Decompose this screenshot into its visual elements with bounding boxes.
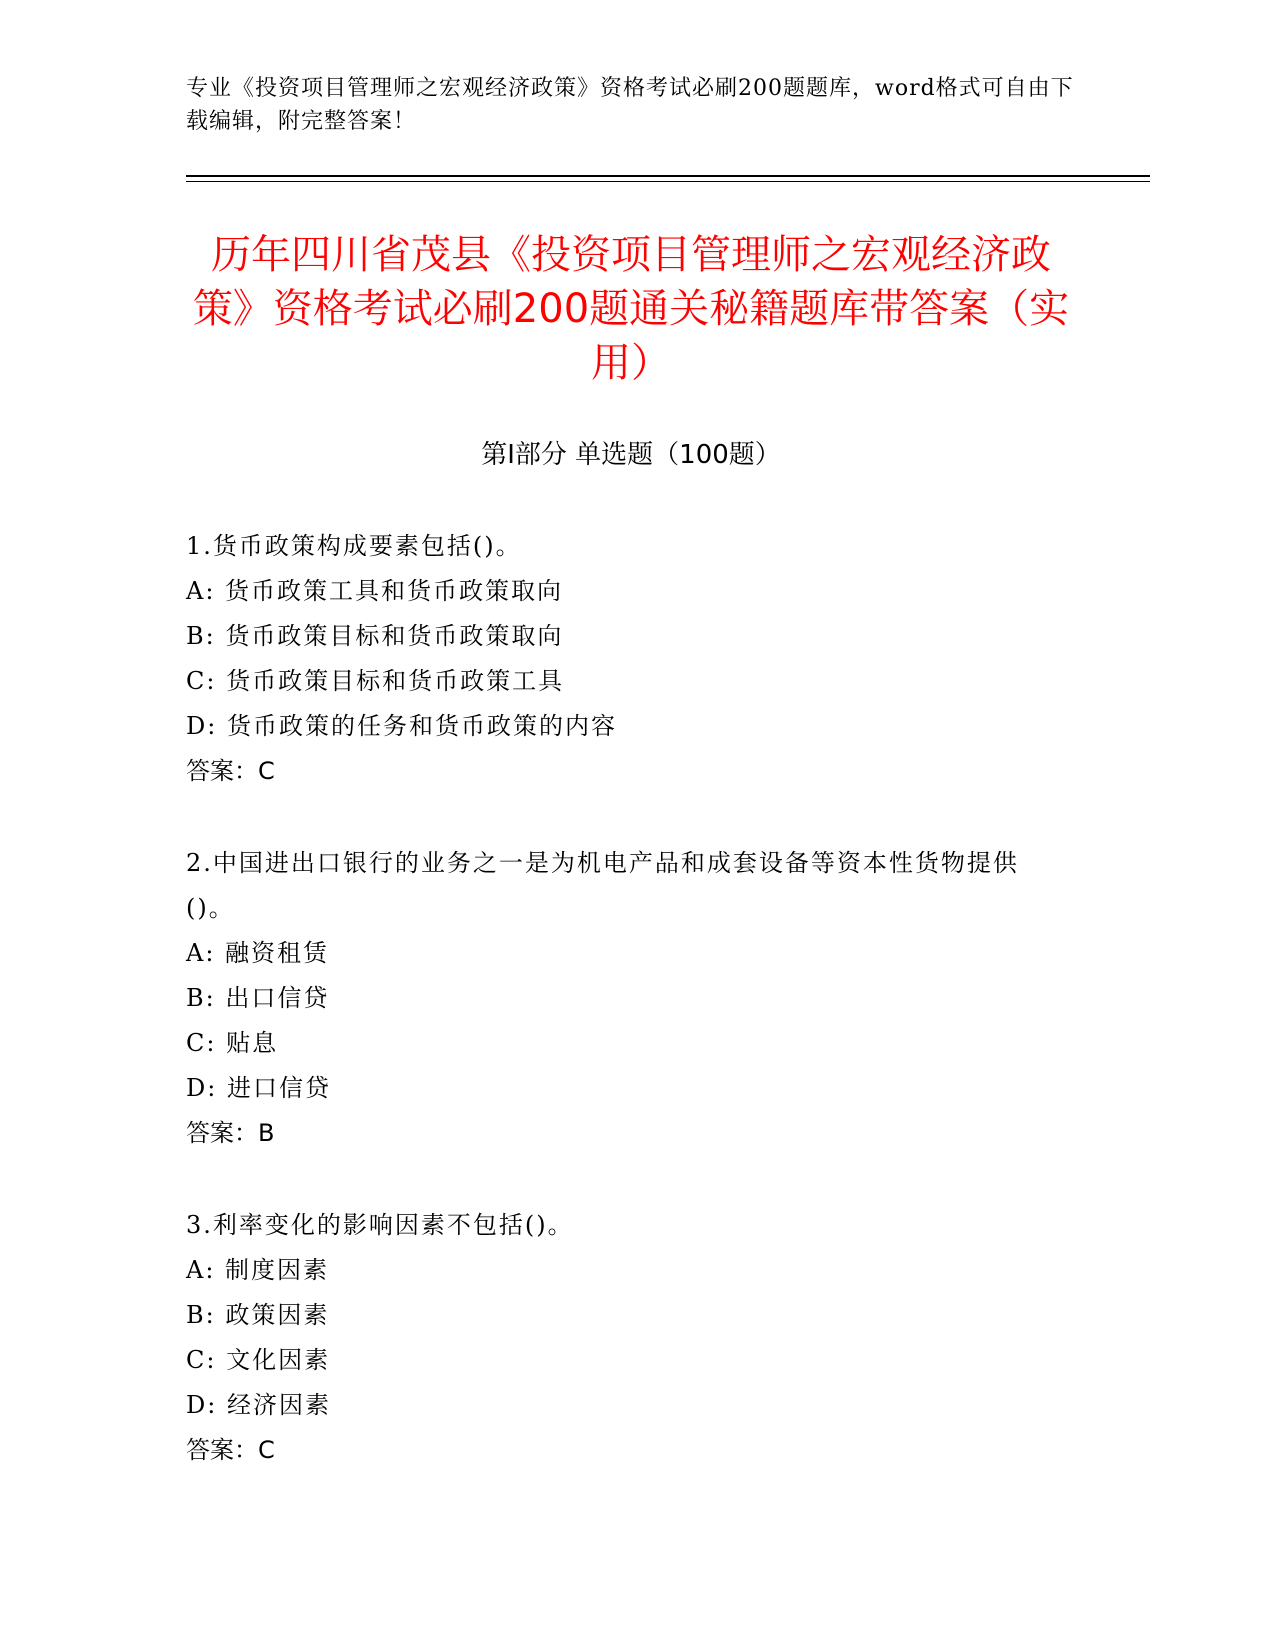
section-title: 第I部分 单选题（100题） xyxy=(481,440,781,470)
option-b: B: 货币政策目标和货币政策取向 xyxy=(186,622,564,650)
option-d: D: 经济因素 xyxy=(186,1391,331,1419)
question-3 xyxy=(186,1203,1066,1473)
option-b: B: 出口信贷 xyxy=(186,984,330,1012)
option-d: D: 货币政策的任务和货币政策的内容 xyxy=(186,712,617,740)
document-title: 历年四川省茂县《投资项目管理师之宏观经济政策》资格考试必刷200题通关秘籍题库带答案（实用） xyxy=(192,232,1070,386)
option-a: A: 制度因素 xyxy=(186,1256,330,1284)
option-b: B: 政策因素 xyxy=(186,1301,330,1329)
option-a: A: 融资租赁 xyxy=(186,939,330,967)
answer: 答案：C xyxy=(186,757,275,785)
header-note: 专业《投资项目管理师之宏观经济政策》资格考试必刷200题题库，word格式可自由下载编辑，附完整答案！ xyxy=(186,76,1074,134)
question-stem: 2.中国进出口银行的业务之一是为机电产品和成套设备等资本性货物提供()。 xyxy=(186,849,1019,922)
question-stem: 1.货币政策构成要素包括()。 xyxy=(186,532,522,560)
option-c: C: 货币政策目标和货币政策工具 xyxy=(186,667,565,695)
question-1 xyxy=(186,524,1066,794)
header-rule-thin xyxy=(186,181,1150,182)
question-2 xyxy=(186,841,1066,1156)
option-c: C: 贴息 xyxy=(186,1029,279,1057)
option-a: A: 货币政策工具和货币政策取向 xyxy=(186,577,564,605)
header-rule-thick xyxy=(186,175,1150,177)
option-d: D: 进口信贷 xyxy=(186,1074,331,1102)
question-stem: 3.利率变化的影响因素不包括()。 xyxy=(186,1211,574,1239)
option-c: C: 文化因素 xyxy=(186,1346,331,1374)
answer: 答案：C xyxy=(186,1436,275,1464)
answer: 答案：B xyxy=(186,1119,275,1147)
question-list xyxy=(186,524,1066,1520)
